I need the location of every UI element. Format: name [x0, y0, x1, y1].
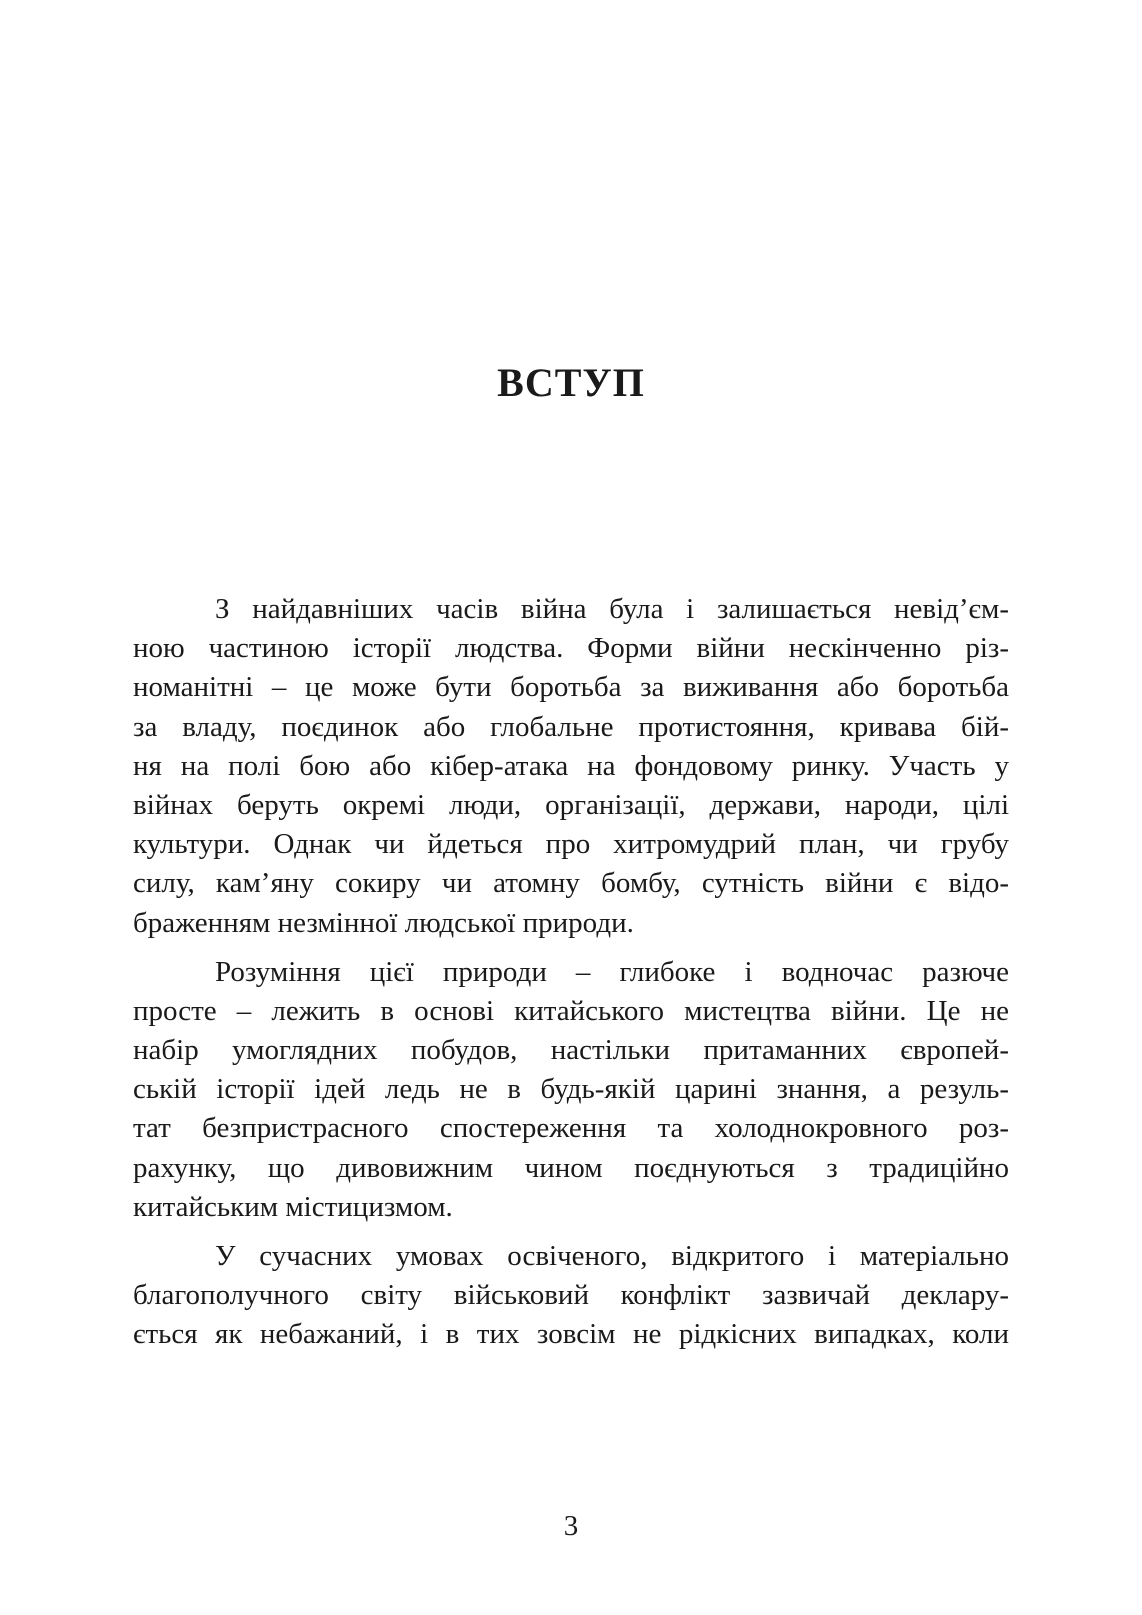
text-line: У сучасних умовах освіченого, відкритого і матеріально: [215, 1240, 1009, 1272]
text-line: ня на полі бою або кібер-атака на фондовому ринку. Участь у: [133, 749, 1009, 782]
text-line: Розуміння цієї природи – глибоке і водночас разюче: [215, 955, 1009, 988]
text-line: ській історії ідей ледь не в будь-якій царині знання, а резуль-: [133, 1073, 1009, 1106]
text-line: силу, кам’яну сокиру чи атомну бомбу, сутність війни є відо-: [133, 867, 1009, 900]
text-line: війнах беруть окремі люди, організації, держави, народи, цілі: [133, 788, 1009, 821]
text-line: ється як небажаний, і в тих зовсім не рідкісних випадках, коли: [133, 1318, 1009, 1351]
paragraph-1: [133, 590, 1009, 943]
text-line: просте – лежить в основі китайського мистецтва війни. Це не: [133, 994, 1009, 1027]
text-line: благополучного світу військовий конфлікт зазвичай деклару-: [133, 1279, 1009, 1312]
paragraph-2: [133, 953, 1009, 1227]
page-number: 3: [563, 1510, 579, 1542]
text-line: ною частиною історії людства. Форми війни нескінченно різ-: [133, 632, 1009, 665]
text-line: тат безпристрасного спостереження та холоднокровного роз-: [133, 1112, 1009, 1145]
paragraph-3: [133, 1237, 1009, 1355]
text-line: номанітні – це може бути боротьба за виживання або боротьба: [133, 671, 1009, 704]
body-text: [133, 590, 1009, 1355]
text-line: за владу, поєдинок або глобальне протистояння, кривава бій-: [133, 710, 1009, 743]
text-line: культури. Однак чи йдеться про хитромудрий план, чи грубу: [133, 828, 1009, 861]
text-line: рахунку, що дивовижним чином поєднуються з традиційно: [133, 1151, 1009, 1184]
text-line: браженням незмінної людської природи.: [133, 906, 634, 939]
chapter-title: ВСТУП: [497, 360, 645, 405]
text-line: набір умоглядних побудов, настільки притаманних європей-: [133, 1034, 1009, 1067]
text-line: китайським містицизмом.: [133, 1190, 453, 1223]
text-line: З найдавніших часів війна була і залишається невід’єм-: [215, 593, 1009, 625]
